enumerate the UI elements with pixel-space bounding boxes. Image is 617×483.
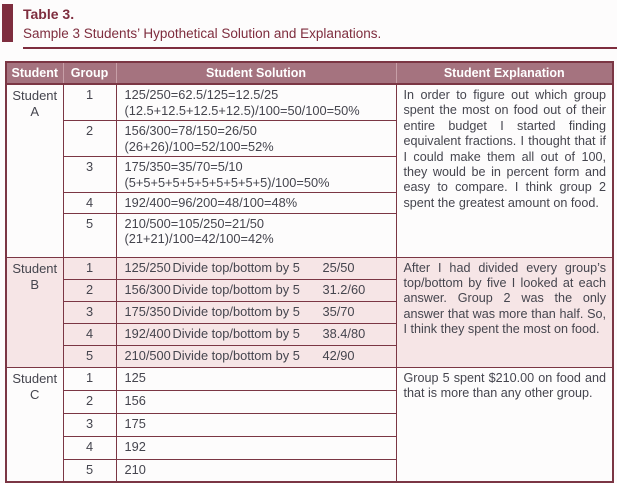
solution-cell: [116, 323, 396, 345]
solution-operation: Divide top/bottom by 5: [172, 347, 300, 363]
page-subtitle: Sample 3 Students’ Hypothetical Solution and Explanations.: [23, 26, 382, 41]
solution-line: 210/500=105/250=21/50: [124, 215, 264, 231]
table-row: [6, 367, 613, 390]
title-accent-bar: [2, 4, 13, 42]
solution-cell: [116, 459, 396, 482]
solution-line: 156/300=78/150=26/50: [124, 123, 257, 138]
solution-operation: Divide top/bottom by 5: [172, 281, 300, 297]
group-cell: 3: [63, 157, 116, 193]
group-cell: 5: [63, 459, 116, 482]
solution-cell: [116, 213, 396, 257]
header-row: [6, 62, 613, 84]
col-header-group: Group: [63, 62, 116, 84]
page-title: Table 3.: [23, 6, 75, 22]
group-cell: 2: [63, 390, 116, 413]
solution-result: 35/70: [322, 303, 355, 319]
solution-line: (26+26)/100=52/100=52%: [124, 138, 274, 154]
solution-cell: [116, 436, 396, 459]
solution-line: (21+21)/100=42/100=42%: [124, 231, 274, 246]
solution-line: 125: [124, 369, 146, 385]
group-cell: 3: [63, 301, 116, 323]
solution-cell: [116, 279, 396, 301]
solution-result: 25/50: [322, 259, 355, 275]
table-row: [6, 84, 613, 121]
explanation-cell: In order to figure out which group spent the most on food out of their entire budget I started finding equivalent fractions. I thought that if I could make them all out of 100, they would be in percent form and easy to compare. I think group 2 spent the greatest amount on food.: [396, 84, 613, 257]
col-header-student-solution: Student Solution: [116, 62, 396, 84]
student-name-line: C: [30, 386, 40, 402]
solution-operation: Divide top/bottom by 5: [172, 325, 300, 341]
solution-line: 175/350=35/70=5/10: [124, 159, 243, 174]
col-header-student-explanation: Student Explanation: [396, 62, 613, 84]
solution-cell: [116, 157, 396, 193]
student-name-line: Student: [12, 260, 58, 276]
student-name-cell: [6, 84, 63, 257]
group-cell: 3: [63, 413, 116, 436]
solution-result: 31.2/60: [322, 281, 366, 297]
group-cell: 1: [63, 257, 116, 279]
group-cell: 4: [63, 193, 116, 214]
explanation-cell: After I had divided every group’s top/bottom by five I looked at each answer. Group 2 was the only answer that was more than half. So, I think they spent the most on food.: [396, 257, 613, 367]
group-cell: 5: [63, 213, 116, 257]
solution-line: 210: [124, 461, 146, 477]
group-cell: 5: [63, 345, 116, 367]
table-row: [6, 257, 613, 279]
student-name-line: A: [30, 104, 40, 119]
solution-result: 38.4/80: [322, 325, 366, 341]
solution-line: 125/250=62.5/125=12.5/25: [124, 87, 279, 102]
title-rule: [23, 47, 617, 49]
solution-line: (5+5+5+5+5+5+5+5+5+5)/100=50%: [124, 174, 330, 190]
solution-fraction: 156/300: [124, 281, 171, 297]
solution-line: 156: [124, 392, 146, 408]
group-cell: 4: [63, 323, 116, 345]
col-header-student: Student: [6, 62, 63, 84]
explanation-cell: Group 5 spent $210.00 on food and that is more than any other group.: [396, 367, 613, 482]
solution-fraction: 210/500: [124, 347, 171, 363]
solution-cell: [116, 367, 396, 390]
solution-cell: [116, 257, 396, 279]
student-name-cell: [6, 367, 63, 482]
student-name-cell: [6, 257, 63, 367]
solution-cell: [116, 121, 396, 157]
solution-cell: [116, 390, 396, 413]
group-cell: 1: [63, 84, 116, 121]
solution-fraction: 125/250: [124, 259, 171, 275]
solution-line: 192: [124, 438, 146, 454]
solution-cell: [116, 84, 396, 121]
student-name-line: Student: [12, 370, 58, 386]
group-cell: 1: [63, 367, 116, 390]
solution-cell: [116, 345, 396, 367]
group-cell: 4: [63, 436, 116, 459]
solution-cell: [116, 413, 396, 436]
solution-operation: Divide top/bottom by 5: [172, 259, 300, 275]
solution-cell: [116, 301, 396, 323]
student-name-line: B: [30, 276, 40, 292]
solution-cell: [116, 193, 396, 214]
group-cell: 2: [63, 121, 116, 157]
solution-line: (12.5+12.5+12.5+12.5)/100=50/100=50%: [124, 102, 360, 118]
group-cell: 2: [63, 279, 116, 301]
solutions-table: [5, 61, 614, 483]
solution-operation: Divide top/bottom by 5: [172, 303, 300, 319]
solution-line: 175: [124, 415, 146, 431]
solution-fraction: 192/400: [124, 325, 171, 341]
student-name-line: Student: [12, 88, 58, 103]
solution-result: 42/90: [322, 347, 355, 363]
table-caption-block: [0, 0, 617, 49]
solution-line: 192/400=96/200=48/100=48%: [124, 195, 298, 210]
solution-fraction: 175/350: [124, 303, 171, 319]
